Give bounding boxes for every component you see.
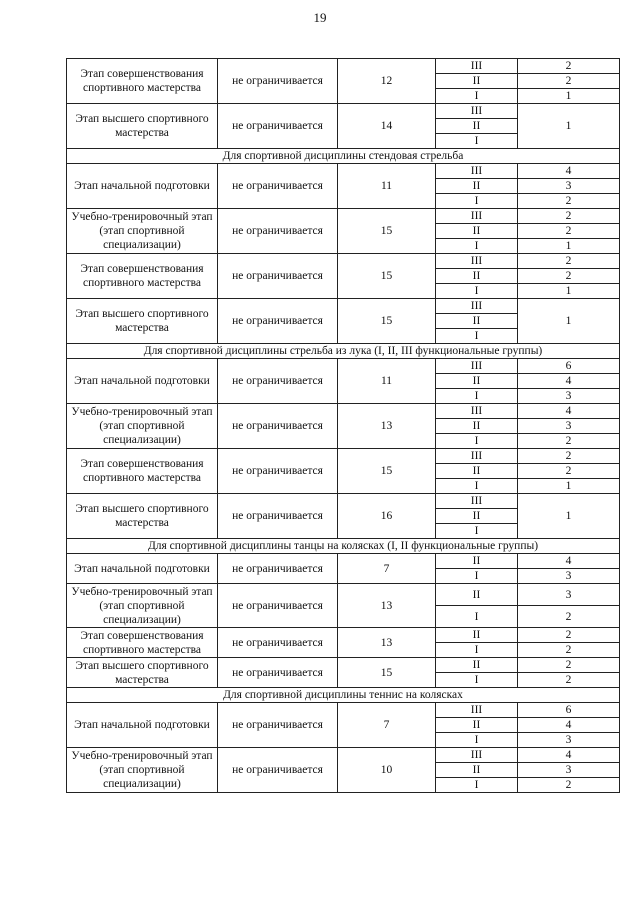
sport-grade: I bbox=[436, 733, 518, 748]
age-limit: не ограничивается bbox=[218, 359, 338, 404]
min-age: 16 bbox=[338, 494, 436, 539]
stage-name: Этап начальной подготовки bbox=[67, 554, 218, 584]
stages-table-body bbox=[67, 59, 620, 793]
sport-grade: I bbox=[436, 778, 518, 793]
age-limit: не ограничивается bbox=[218, 584, 338, 628]
grade-count: 1 bbox=[518, 104, 620, 149]
grade-count: 2 bbox=[518, 658, 620, 673]
stage-name: Этап начальной подготовки bbox=[67, 703, 218, 748]
sport-grade: II bbox=[436, 269, 518, 284]
grade-count: 6 bbox=[518, 703, 620, 718]
sport-grade: I bbox=[436, 284, 518, 299]
stage-name: Этап начальной подготовки bbox=[67, 164, 218, 209]
table-row bbox=[67, 164, 620, 179]
section-title: Для спортивной дисциплины теннис на колясках bbox=[67, 688, 620, 703]
section-row bbox=[67, 344, 620, 359]
age-limit: не ограничивается bbox=[218, 658, 338, 688]
grade-count: 3 bbox=[518, 733, 620, 748]
sport-grade: I bbox=[436, 569, 518, 584]
min-age: 10 bbox=[338, 748, 436, 793]
min-age: 11 bbox=[338, 164, 436, 209]
sport-grade: III bbox=[436, 494, 518, 509]
table-row bbox=[67, 554, 620, 569]
min-age: 13 bbox=[338, 404, 436, 449]
min-age: 14 bbox=[338, 104, 436, 149]
grade-count: 4 bbox=[518, 374, 620, 389]
sport-grade: I bbox=[436, 134, 518, 149]
age-limit: не ограничивается bbox=[218, 59, 338, 104]
grade-count: 2 bbox=[518, 59, 620, 74]
stage-name: Этап высшего спортивного мастерства bbox=[67, 104, 218, 149]
grade-count: 2 bbox=[518, 209, 620, 224]
sport-grade: I bbox=[436, 606, 518, 628]
age-limit: не ограничивается bbox=[218, 104, 338, 149]
table-row bbox=[67, 254, 620, 269]
sport-grade: II bbox=[436, 628, 518, 643]
table-row bbox=[67, 584, 620, 606]
min-age: 13 bbox=[338, 584, 436, 628]
grade-count: 2 bbox=[518, 643, 620, 658]
stage-name: Этап высшего спортивного мастерства bbox=[67, 299, 218, 344]
age-limit: не ограничивается bbox=[218, 449, 338, 494]
grade-count: 1 bbox=[518, 479, 620, 494]
sport-grade: I bbox=[436, 673, 518, 688]
grade-count: 3 bbox=[518, 419, 620, 434]
table-row bbox=[67, 299, 620, 314]
grade-count: 1 bbox=[518, 494, 620, 539]
sport-grade: III bbox=[436, 209, 518, 224]
min-age: 15 bbox=[338, 658, 436, 688]
grade-count: 2 bbox=[518, 464, 620, 479]
sport-grade: III bbox=[436, 748, 518, 763]
stage-name: Учебно-тренировочный этап (этап спортивной специализации) bbox=[67, 209, 218, 254]
sport-grade: I bbox=[436, 194, 518, 209]
grade-count: 4 bbox=[518, 718, 620, 733]
stage-name: Учебно-тренировочный этап (этап спортивной специализации) bbox=[67, 584, 218, 628]
age-limit: не ограничивается bbox=[218, 209, 338, 254]
grade-count: 2 bbox=[518, 449, 620, 464]
table-row bbox=[67, 59, 620, 74]
sport-grade: I bbox=[436, 329, 518, 344]
grade-count: 2 bbox=[518, 778, 620, 793]
sport-grade: III bbox=[436, 104, 518, 119]
min-age: 7 bbox=[338, 554, 436, 584]
sport-grade: II bbox=[436, 224, 518, 239]
sport-grade: II bbox=[436, 74, 518, 89]
table-row bbox=[67, 494, 620, 509]
sport-grade: I bbox=[436, 89, 518, 104]
age-limit: не ограничивается bbox=[218, 299, 338, 344]
age-limit: не ограничивается bbox=[218, 164, 338, 209]
grade-count: 2 bbox=[518, 194, 620, 209]
age-limit: не ограничивается bbox=[218, 554, 338, 584]
min-age: 7 bbox=[338, 703, 436, 748]
grade-count: 1 bbox=[518, 89, 620, 104]
sport-grade: I bbox=[436, 479, 518, 494]
sport-grade: III bbox=[436, 404, 518, 419]
grade-count: 2 bbox=[518, 224, 620, 239]
section-title: Для спортивной дисциплины стендовая стрельба bbox=[67, 149, 620, 164]
sport-grade: I bbox=[436, 643, 518, 658]
stage-name: Учебно-тренировочный этап (этап спортивной специализации) bbox=[67, 404, 218, 449]
sport-grade: II bbox=[436, 718, 518, 733]
sport-grade: III bbox=[436, 359, 518, 374]
sport-grade: II bbox=[436, 419, 518, 434]
grade-count: 3 bbox=[518, 389, 620, 404]
sport-grade: I bbox=[436, 389, 518, 404]
stage-name: Этап высшего спортивного мастерства bbox=[67, 658, 218, 688]
sport-grade: II bbox=[436, 509, 518, 524]
grade-count: 2 bbox=[518, 606, 620, 628]
sport-grade: II bbox=[436, 314, 518, 329]
stage-name: Учебно-тренировочный этап (этап спортивной специализации) bbox=[67, 748, 218, 793]
table-row bbox=[67, 104, 620, 119]
stage-name: Этап совершенствования спортивного мастерства bbox=[67, 59, 218, 104]
table-row bbox=[67, 703, 620, 718]
min-age: 12 bbox=[338, 59, 436, 104]
stage-name: Этап совершенствования спортивного мастерства bbox=[67, 449, 218, 494]
sport-grade: II bbox=[436, 119, 518, 134]
sport-grade: III bbox=[436, 703, 518, 718]
table-row bbox=[67, 628, 620, 643]
grade-count: 3 bbox=[518, 763, 620, 778]
grade-count: 4 bbox=[518, 748, 620, 763]
grade-count: 1 bbox=[518, 299, 620, 344]
stage-name: Этап совершенствования спортивного мастерства bbox=[67, 628, 218, 658]
section-title: Для спортивной дисциплины танцы на колясках (I, II функциональные группы) bbox=[67, 539, 620, 554]
sport-grade: II bbox=[436, 658, 518, 673]
stage-name: Этап высшего спортивного мастерства bbox=[67, 494, 218, 539]
table-row bbox=[67, 748, 620, 763]
table-row bbox=[67, 404, 620, 419]
age-limit: не ограничивается bbox=[218, 494, 338, 539]
sport-grade: III bbox=[436, 449, 518, 464]
table-row bbox=[67, 449, 620, 464]
sport-grade: III bbox=[436, 59, 518, 74]
min-age: 15 bbox=[338, 209, 436, 254]
min-age: 13 bbox=[338, 628, 436, 658]
age-limit: не ограничивается bbox=[218, 404, 338, 449]
min-age: 11 bbox=[338, 359, 436, 404]
grade-count: 4 bbox=[518, 164, 620, 179]
table-row bbox=[67, 209, 620, 224]
sport-grade: II bbox=[436, 179, 518, 194]
sport-grade: I bbox=[436, 239, 518, 254]
page-number: 19 bbox=[313, 10, 327, 25]
age-limit: не ограничивается bbox=[218, 254, 338, 299]
table-row bbox=[67, 359, 620, 374]
grade-count: 4 bbox=[518, 404, 620, 419]
sport-grade: III bbox=[436, 299, 518, 314]
sport-grade: I bbox=[436, 434, 518, 449]
sport-grade: III bbox=[436, 254, 518, 269]
sport-grade: III bbox=[436, 164, 518, 179]
sport-grade: II bbox=[436, 763, 518, 778]
min-age: 15 bbox=[338, 254, 436, 299]
grade-count: 2 bbox=[518, 434, 620, 449]
grade-count: 1 bbox=[518, 239, 620, 254]
section-row bbox=[67, 149, 620, 164]
sport-grade: II bbox=[436, 584, 518, 606]
stages-table bbox=[66, 58, 620, 793]
section-row bbox=[67, 688, 620, 703]
stage-name: Этап начальной подготовки bbox=[67, 359, 218, 404]
sport-grade: II bbox=[436, 374, 518, 389]
table-row bbox=[67, 658, 620, 673]
age-limit: не ограничивается bbox=[218, 748, 338, 793]
grade-count: 6 bbox=[518, 359, 620, 374]
age-limit: не ограничивается bbox=[218, 703, 338, 748]
sport-grade: II bbox=[436, 464, 518, 479]
section-row bbox=[67, 539, 620, 554]
stage-name: Этап совершенствования спортивного мастерства bbox=[67, 254, 218, 299]
age-limit: не ограничивается bbox=[218, 628, 338, 658]
grade-count: 3 bbox=[518, 569, 620, 584]
min-age: 15 bbox=[338, 449, 436, 494]
min-age: 15 bbox=[338, 299, 436, 344]
section-title: Для спортивной дисциплины стрельба из лука (I, II, III функциональные группы) bbox=[67, 344, 620, 359]
sport-grade: I bbox=[436, 524, 518, 539]
grade-count: 3 bbox=[518, 179, 620, 194]
grade-count: 3 bbox=[518, 584, 620, 606]
grade-count: 2 bbox=[518, 74, 620, 89]
grade-count: 4 bbox=[518, 554, 620, 569]
grade-count: 2 bbox=[518, 254, 620, 269]
grade-count: 2 bbox=[518, 673, 620, 688]
grade-count: 2 bbox=[518, 628, 620, 643]
grade-count: 2 bbox=[518, 269, 620, 284]
grade-count: 1 bbox=[518, 284, 620, 299]
sport-grade: II bbox=[436, 554, 518, 569]
